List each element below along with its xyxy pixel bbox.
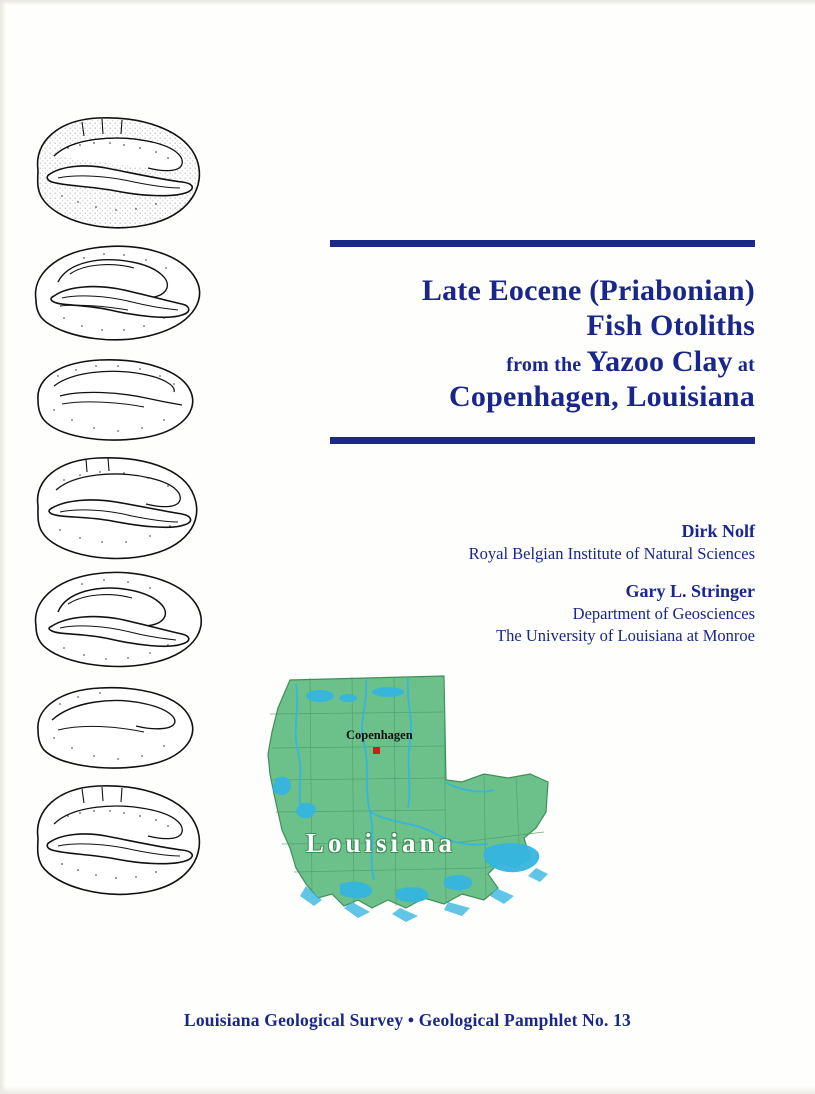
author-affiliation-2-line-1: Department of Geosciences [572, 604, 755, 624]
scan-edge-top [0, 0, 815, 5]
otolith-drawing-6 [24, 680, 214, 772]
page-title-line-3 [330, 344, 755, 379]
page-title-line-2: Fish Otoliths [586, 309, 755, 343]
otolith-drawing-2 [24, 238, 214, 346]
louisiana-map [248, 662, 583, 962]
page-title-line-4: Copenhagen, Louisiana [449, 380, 755, 414]
otolith-drawing-3 [24, 352, 214, 444]
author-spacer [330, 566, 755, 580]
author-block [330, 520, 755, 648]
title-rule-bottom [330, 437, 755, 444]
louisiana-map-svg [248, 662, 583, 962]
map-city-marker [373, 747, 380, 754]
map-state-label: Louisiana [306, 828, 457, 858]
page-title-line-1: Late Eocene (Priabonian) [421, 274, 755, 307]
otolith-drawing-5 [24, 566, 214, 674]
author-affiliation-2-line-2: The University of Louisiana at Monroe [496, 626, 755, 646]
author-affiliation-1: Royal Belgian Institute of Natural Sciences [468, 544, 755, 564]
title-block [330, 240, 755, 444]
page-title-line-3-suffix: at [732, 353, 755, 376]
scan-edge-bottom [0, 1086, 815, 1094]
author-name-2: Gary L. Stringer [625, 580, 755, 601]
otolith-illustration-column [24, 112, 234, 904]
otolith-drawing-4 [24, 450, 214, 560]
page-title-line-3-emphasis: Yazoo Clay [586, 344, 733, 378]
otolith-drawing-7 [24, 778, 214, 898]
otolith-drawing-1 [24, 112, 214, 232]
title-rule-top [330, 240, 755, 247]
page-title-line-3-prefix: from the [506, 353, 587, 376]
scan-edge-left [0, 0, 6, 1094]
author-name-1: Dirk Nolf [681, 521, 755, 541]
publisher-footer: Louisiana Geological Survey • Geological Pamphlet No. 13 [183, 1010, 632, 1030]
map-city-label: Copenhagen [346, 728, 413, 742]
